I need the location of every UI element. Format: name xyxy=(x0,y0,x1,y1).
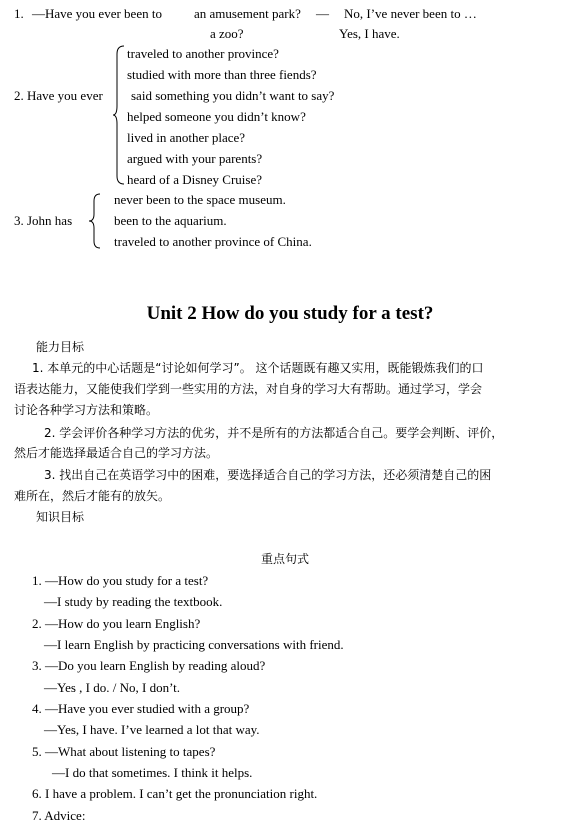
q2-item: lived in another place? xyxy=(127,130,246,145)
ability-line: 3. 找出自己在英语学习中的困难，要选择适合自己的学习方法，还必须清楚自己的困 xyxy=(44,468,492,482)
pattern-question: 1. —How do you study for a test? xyxy=(32,573,209,588)
q1-answer-positive: Yes, I have. xyxy=(339,26,400,41)
pattern-answer: —Yes , I do. / No, I don’t. xyxy=(44,680,181,695)
q2-lead: 2. Have you ever xyxy=(14,88,103,103)
pattern-question: 3. —Do you learn English by reading aloud? xyxy=(32,658,266,673)
pattern-answer: —Yes, I have. I’ve learned a lot that way. xyxy=(44,722,260,737)
pattern-question: 2. —How do you learn English? xyxy=(32,616,201,631)
ability-line: 1. 本单元的中心话题是“讨论如何学习”。 这个话题既有趣又实用，既能锻炼我们的口 xyxy=(32,361,484,375)
q2-item: studied with more than three fiends? xyxy=(127,67,317,82)
ability-line: 2. 学会评价各种学习方法的优劣，并不是所有的方法都适合自己。要学会判断、评价， xyxy=(44,426,504,440)
q2-item: heard of a Disney Cruise? xyxy=(127,172,263,187)
ability-line: 然后才能选择最适合自己的学习方法。 xyxy=(14,446,219,460)
q2-item: traveled to another province? xyxy=(127,46,279,61)
q2-brace xyxy=(112,44,126,186)
pattern-advice: 7. Advice: xyxy=(32,808,86,823)
pattern-answer: —I study by reading the textbook. xyxy=(44,594,223,609)
q3-brace xyxy=(88,192,102,250)
pattern-answer: —I do that sometimes. I think it helps. xyxy=(52,765,253,780)
q1-number: 1. xyxy=(14,6,24,21)
knowledge-heading: 知识目标 xyxy=(36,510,85,524)
q1-answer-negative: No, I’ve never been to … xyxy=(344,6,477,21)
q1-option-zoo: a zoo? xyxy=(210,26,244,41)
pattern-question: 5. —What about listening to tapes? xyxy=(32,744,216,759)
q2-item: argued with your parents? xyxy=(127,151,263,166)
q3-lead: 3. John has xyxy=(14,213,73,228)
pattern-answer: —I learn English by practicing conversations with friend. xyxy=(44,637,344,652)
ability-line: 难所在，然后才能有的放矢。 xyxy=(14,489,171,503)
unit-title: Unit 2 How do you study for a test? xyxy=(146,303,434,324)
q1-option-amusement-park: an amusement park? xyxy=(194,6,301,21)
q3-item: traveled to another province of China. xyxy=(114,234,312,249)
pattern-question: 4. —Have you ever studied with a group? xyxy=(32,701,250,716)
q1-prefix: —Have you ever been to xyxy=(32,6,162,21)
q2-item: said something you didn’t want to say? xyxy=(131,88,335,103)
q3-item: never been to the space museum. xyxy=(114,192,286,207)
q2-item: helped someone you didn’t know? xyxy=(127,109,306,124)
patterns-heading: 重点句式 xyxy=(261,552,310,566)
ability-line: 讨论各种学习方法和策略。 xyxy=(14,403,159,417)
ability-line: 语表达能力，又能使我们学到一些实用的方法，对自身的学习大有帮助。通过学习，学会 xyxy=(14,382,483,396)
q3-item: been to the aquarium. xyxy=(114,213,227,228)
pattern-statement: 6. I have a problem. I can’t get the pronunciation right. xyxy=(32,786,318,801)
q1-answer-dash: — xyxy=(316,6,329,21)
ability-heading: 能力目标 xyxy=(36,340,85,354)
